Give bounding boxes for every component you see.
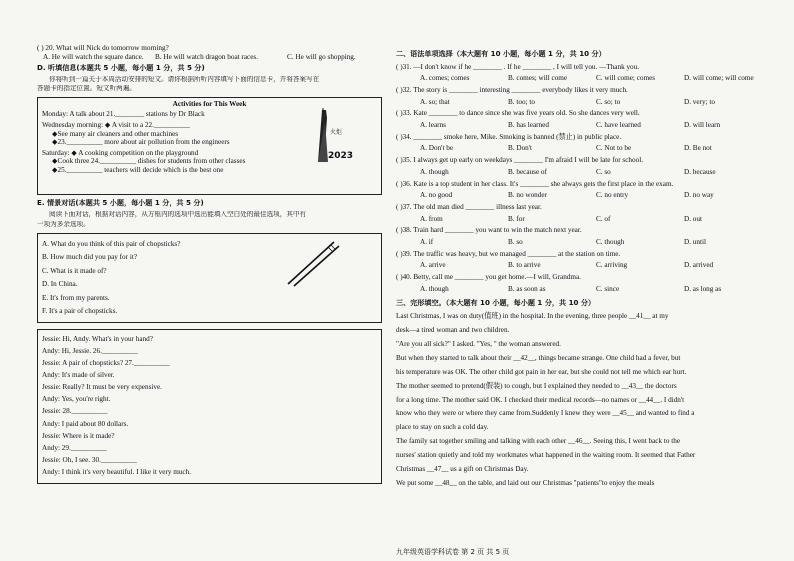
section-d-title: D. 听填信息(本题共 5 小题，每小题 1 分，共 5 分) bbox=[37, 64, 205, 73]
question-stem: ( )36. Kate is a top student in her class. It's ________ she always gets the first place in the exam. bbox=[396, 179, 674, 188]
option: A. no good bbox=[420, 191, 453, 200]
q20-option-a: A. He will watch the square dance. bbox=[43, 52, 144, 61]
passage-line-7: for a long time. The mother said OK. I checked their medical records—no names or __44__. I didn't bbox=[396, 395, 685, 404]
cloze-passage bbox=[396, 310, 774, 491]
option: A. so; that bbox=[420, 97, 450, 106]
question-stem: ( )37. The old man died ________ illness last year. bbox=[396, 202, 542, 211]
question-32 bbox=[396, 85, 774, 108]
option: A. Don't be bbox=[420, 144, 454, 153]
option: C. so bbox=[596, 167, 611, 176]
question-stem: ( )33. Kate ________ to dance since she was five years old. So she dances very well. bbox=[396, 109, 640, 118]
question-options bbox=[396, 260, 774, 272]
passage-line-11: nurses' station quietly and told my workmates what happened in the waiting room. It seemed that Father bbox=[396, 451, 696, 460]
dialog-line-11: Jessie: Oh, I see. 30.__________ bbox=[42, 455, 137, 464]
option-b: B. How much did you pay for it? bbox=[42, 253, 138, 262]
dialog-line-12: Andy: I think it's very beautiful. I like it very much. bbox=[42, 467, 192, 476]
q20-stem: ( ) 20. What will Nick do tomorrow morning? bbox=[37, 44, 169, 52]
question-options bbox=[396, 237, 774, 249]
question-stem: ( )32. The story is ________ interesting ________ everybody likes it very much. bbox=[396, 85, 628, 94]
option: C. since bbox=[596, 284, 620, 293]
passage-line-4: But when they started to talk about their __42__, things became strange. One child had a fever, but bbox=[396, 353, 681, 362]
option: C. arriving bbox=[596, 261, 628, 270]
question-options bbox=[396, 120, 774, 132]
option: B. too; to bbox=[508, 97, 535, 106]
activity-wed-bullet-1: ◆See many air cleaners and other machines bbox=[52, 129, 179, 138]
passage-line-9: place to stay on such a cold day. bbox=[396, 423, 489, 432]
option: A. arrive bbox=[420, 261, 446, 270]
activity-wednesday: Wednesday morning: ◆ A visit to a 22.__________ bbox=[42, 120, 190, 129]
passage-line-1: Last Christmas, I was on duty(值班) in the hospital. In the evening, three people __41__ at my bbox=[396, 312, 669, 321]
option: B. for bbox=[508, 214, 525, 223]
page-footer: 九年级英语学科试卷 第 2 页 共 5 页 bbox=[396, 548, 510, 556]
section-d-instruction-2: 答题卡的指定位置。短文听两遍。 bbox=[37, 84, 136, 92]
passage-line-10: The family sat together smiling and talking with each other __46__. Seeing this, I went back to the bbox=[396, 437, 681, 446]
option: D. because bbox=[684, 167, 716, 176]
question-options bbox=[396, 214, 774, 226]
question-31 bbox=[396, 62, 774, 85]
question-37 bbox=[396, 202, 774, 225]
question-39 bbox=[396, 249, 774, 272]
option: D. until bbox=[684, 238, 706, 247]
option-a: A. What do you think of this pair of chopsticks? bbox=[42, 239, 181, 248]
option-e: E. It's from my parents. bbox=[42, 293, 110, 302]
option: A. though bbox=[420, 284, 449, 293]
option: D. will learn bbox=[684, 121, 721, 130]
option: D. very; to bbox=[684, 97, 715, 106]
section-two-title: 二、语法单项选择（本大题有 10 小题，每小题 1 分，共 10 分） bbox=[396, 50, 606, 58]
option: B. Don't bbox=[508, 144, 533, 153]
question-options bbox=[396, 190, 774, 202]
option: B. has learned bbox=[508, 121, 549, 130]
option: D. Be not bbox=[684, 144, 712, 153]
question-stem: ( )35. I always get up early on weekdays ________ I'm afraid I will be late for school. bbox=[396, 156, 643, 165]
grammar-questions bbox=[396, 62, 774, 296]
options-box bbox=[37, 233, 382, 323]
dialog-line-8: Andy: I paid about 80 dollars. bbox=[42, 419, 129, 428]
q20-option-b: B. He will watch dragon boat races. bbox=[155, 52, 258, 61]
question-stem: ( )40. Betty, call me ________ you get home.—I will, Grandma. bbox=[396, 273, 581, 282]
question-stem: ( )38. Train hard ________ you want to win the match next year. bbox=[396, 226, 582, 235]
passage-line-2: desk—a tired woman and two children. bbox=[396, 325, 510, 334]
dialog-line-7: Jessie: 28.__________ bbox=[42, 407, 108, 416]
option: A. learns bbox=[420, 121, 446, 130]
option: B. as soon as bbox=[508, 284, 546, 293]
dialog-line-10: Andy: 29.__________ bbox=[42, 443, 107, 452]
question-stem: ( )39. The traffic was heavy, but we managed ________ at the station on time. bbox=[396, 249, 621, 258]
question-40 bbox=[396, 272, 774, 295]
question-34 bbox=[396, 132, 774, 155]
dialog-line-5: Jessie: Really? It must be very expensive. bbox=[42, 383, 162, 392]
section-e-instruction-1: 阅读下面对话，根据对话内容，从方框内的选项中选出能填入空白处的最佳选项，其中有 bbox=[49, 211, 307, 219]
activity-sat-bullet-2: ◆25.__________ teachers will decide which is the best one bbox=[52, 166, 224, 175]
left-column bbox=[37, 44, 382, 484]
option: D. as long as bbox=[684, 284, 722, 293]
passage-line-12: Christmas __47__ us a gift on Christmas Day. bbox=[396, 465, 529, 474]
passage-line-8: know who they were or where they came from.Suddenly I knew they were __45__ and wanted to find a bbox=[396, 409, 695, 418]
section-e-title: E. 情景对话(本题共 5 小题，每小题 1 分，共 5 分) bbox=[37, 198, 204, 207]
question-38 bbox=[396, 225, 774, 248]
option: C. of bbox=[596, 214, 611, 223]
option-c: C. What is it made of? bbox=[42, 266, 107, 275]
activities-card bbox=[37, 97, 382, 195]
chopsticks-icon bbox=[282, 240, 342, 288]
badge-year: 2023 bbox=[328, 150, 354, 161]
option: B. no wonder bbox=[508, 191, 547, 200]
passage-line-5: his temperature was OK. The other child got pain in her ear, but she could not tell me which ear hurt. bbox=[396, 367, 687, 376]
q20-options bbox=[37, 53, 382, 62]
option: D. out bbox=[684, 214, 702, 223]
question-stem: ( )31. —I don't know if he ________ . If he ________ , I will tell you. —Thank you. bbox=[396, 62, 640, 71]
question-options bbox=[396, 284, 774, 296]
dialog-line-1: Jessie: Hi, Andy. What's in your hand? bbox=[42, 334, 153, 343]
right-column bbox=[396, 44, 774, 491]
activity-sat-bullet-1: ◆Cook three 24.__________ dishes for students from other classes bbox=[52, 157, 246, 166]
option: C. have learned bbox=[596, 121, 641, 130]
option: D. arrived bbox=[684, 261, 714, 270]
question-options bbox=[396, 73, 774, 85]
passage-line-13: We put some __48__ on the table, and laid out our Christmas "patients"to enjoy the meals bbox=[396, 478, 655, 487]
option: B. to arrive bbox=[508, 261, 541, 270]
q20-option-c: C. He will go shopping. bbox=[287, 52, 356, 61]
question-35 bbox=[396, 155, 774, 178]
option-f: F. It's a pair of chopsticks. bbox=[42, 306, 118, 315]
option: C. no entry bbox=[596, 191, 629, 200]
option: A. though bbox=[420, 167, 449, 176]
dialog-box bbox=[37, 329, 382, 484]
dialog-line-3: Jessie: A pair of chopsticks? 27.__________ bbox=[42, 359, 170, 368]
svg-text:火炬: 火炬 bbox=[330, 128, 343, 136]
activity-wed-bullet-2: ◆23.__________ more about air pollution from the engineers bbox=[52, 138, 230, 147]
question-33 bbox=[396, 108, 774, 131]
dialog-line-2: Andy: Hi, Jessie. 26.__________ bbox=[42, 347, 138, 355]
dialog-line-6: Andy: Yes, you're right. bbox=[42, 395, 111, 404]
option: C. so; to bbox=[596, 97, 621, 106]
passage-line-3: "Are you all sick?" I asked. "Yes, " the woman answered. bbox=[396, 339, 561, 348]
activity-monday: Monday: A talk about 21.________ stations by Dr Black bbox=[42, 110, 205, 119]
option: A. if bbox=[420, 238, 434, 247]
option: A. from bbox=[420, 214, 443, 223]
option-d: D. In China. bbox=[42, 280, 78, 289]
option: B. because of bbox=[508, 167, 547, 176]
option: B. comes; will come bbox=[508, 74, 568, 83]
section-d-instruction-1: 你将听到一篇关于本周活动安排的短文。请你根据所听内容填写下面的信息卡，并将答案写在 bbox=[49, 75, 320, 83]
option: C. will come; comes bbox=[596, 74, 656, 83]
section-e-instruction-2: 一项为多余选项。 bbox=[37, 221, 90, 228]
dialog-line-4: Andy: It's made of silver. bbox=[42, 371, 115, 380]
option: A. comes; comes bbox=[420, 74, 470, 83]
section-three-title: 三、完形填空。（本大题有 10 小题，每小题 1 分，共 10 分） bbox=[396, 298, 596, 307]
question-options bbox=[396, 143, 774, 155]
passage-line-6: The mother seemed to pretend(假装) to cough, but I explained they needed to __43__ the doctors bbox=[396, 381, 677, 390]
question-options bbox=[396, 167, 774, 179]
question-options bbox=[396, 97, 774, 109]
option: D. no way bbox=[684, 191, 714, 200]
activity-saturday: Saturday: ◆ A cooking competition on the playground bbox=[42, 148, 199, 157]
tower-illustration-icon bbox=[294, 108, 354, 170]
option: C. Not to be bbox=[596, 144, 632, 153]
question-stem: ( )34. ________ smoke here, Mike. Smoking is banned (禁止) in public place. bbox=[396, 132, 622, 141]
activities-title: Activities for This Week bbox=[172, 99, 247, 108]
option: D. will come; will come bbox=[684, 74, 754, 83]
question-36 bbox=[396, 179, 774, 202]
dialog-line-9: Jessie: Where is it made? bbox=[42, 431, 115, 440]
option: B. so bbox=[508, 238, 523, 247]
option: C. though bbox=[596, 238, 625, 247]
